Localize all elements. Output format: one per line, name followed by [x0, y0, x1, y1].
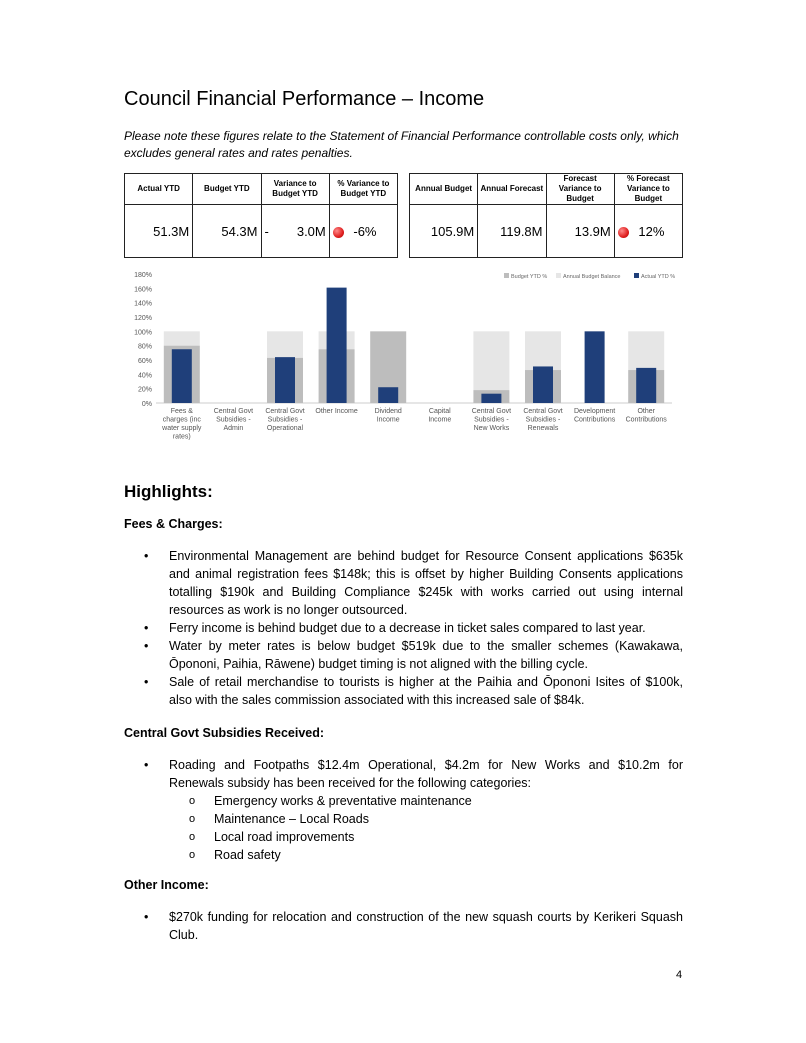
- x-category-label: rates): [172, 433, 191, 441]
- legend-label: Actual YTD %: [641, 274, 676, 280]
- header-annual-budget: Annual Budget: [410, 174, 478, 205]
- x-category-label: Subsidies -: [216, 416, 251, 424]
- y-tick-label: 40%: [137, 372, 152, 380]
- header-annual-forecast: Annual Forecast: [478, 174, 546, 205]
- sub-list-item: o Emergency works & preventative maintenance: [169, 792, 683, 810]
- x-category-label: Operational: [266, 425, 304, 432]
- x-category-label: Fees &: [170, 408, 193, 415]
- status-red-dot-icon: [333, 227, 344, 238]
- fees-charges-heading: Fees & Charges:: [124, 517, 223, 531]
- subsidy-categories-list: [169, 792, 683, 864]
- annual-forecast-value: 119.8M: [478, 205, 546, 258]
- fees-charges-list: [124, 547, 683, 709]
- x-category-label: Admin: [223, 425, 244, 432]
- annual-summary-table: [409, 173, 683, 258]
- y-tick-label: 0%: [141, 401, 152, 408]
- other-income-heading: Other Income:: [124, 878, 209, 892]
- variance-ytd-cell: [261, 205, 329, 258]
- variance-ytd-value: 3.0M: [296, 224, 326, 239]
- x-category-label: Income: [376, 416, 400, 424]
- sub-list-item: o Local road improvements: [169, 828, 683, 846]
- annual-budget-balance-bar: [628, 331, 664, 370]
- pct-variance-ytd-value: -6%: [353, 223, 377, 239]
- scope-note: Please note these figures relate to the Statement of Financial Performance controllable costs only, which excludes general rates and rates penalties.: [124, 129, 679, 160]
- govt-subsidies-text: Roading and Footpaths $12.4m Operational, $4.2m for New Works and $10.2m for Renewals subsidy has been received for the following categories:: [169, 758, 683, 790]
- x-category-label: Development: [573, 408, 616, 415]
- x-category-label: Subsidies -: [525, 416, 561, 424]
- y-tick-label: 160%: [134, 286, 152, 294]
- pct-variance-ytd-cell: [329, 205, 397, 258]
- actual-ytd-bar: [585, 331, 605, 403]
- pct-forecast-variance-cell: [614, 205, 682, 258]
- legend-label: Budget YTD %: [511, 274, 548, 280]
- page-number: 4: [676, 969, 683, 981]
- list-item: • Water by meter rates is below budget $519k due to the smaller schemes (Kawakawa, Ōpononi, Paihia, Rāwene) budget timing is not aligned with the billing cycle.: [124, 637, 683, 673]
- header-forecast-variance: Forecast Variance to Budget: [546, 174, 614, 205]
- budget-ytd-value: 54.3M: [193, 205, 261, 258]
- y-tick-label: 120%: [134, 315, 152, 322]
- y-tick-label: 140%: [134, 300, 152, 308]
- x-category-label: Subsidies -: [474, 416, 509, 424]
- header-actual-ytd: Actual YTD: [125, 174, 193, 205]
- x-category-label: Income: [428, 416, 452, 424]
- actual-ytd-value: 51.3M: [125, 205, 193, 258]
- actual-ytd-bar: [378, 387, 398, 403]
- y-tick-label: 60%: [137, 358, 152, 365]
- actual-ytd-bar: [172, 349, 192, 403]
- header-pct-variance-ytd: % Variance to Budget YTD: [329, 174, 397, 205]
- header-pct-forecast-variance: % Forecast Variance to Budget: [614, 174, 682, 205]
- x-category-label: Capital: [428, 408, 451, 415]
- sub-list-item: o Maintenance – Local Roads: [169, 810, 683, 828]
- x-category-label: Dividend: [374, 408, 402, 415]
- legend-swatch: [556, 273, 561, 278]
- page-title: Council Financial Performance – Income: [124, 88, 485, 110]
- actual-ytd-bar: [636, 368, 656, 403]
- highlights-heading: Highlights:: [124, 482, 213, 501]
- annual-budget-balance-bar: [473, 331, 509, 390]
- annual-budget-value: 105.9M: [410, 205, 478, 258]
- income-bar-chart: [124, 266, 684, 446]
- govt-subsidies-list: [124, 756, 683, 864]
- y-tick-label: 100%: [134, 329, 152, 337]
- annual-budget-balance-bar: [525, 331, 561, 370]
- other-income-list: [124, 908, 683, 944]
- y-tick-label: 80%: [137, 343, 152, 351]
- x-category-label: Subsidies -: [267, 416, 303, 424]
- actual-ytd-bar: [533, 366, 553, 403]
- pct-forecast-variance-value: 12%: [638, 223, 665, 239]
- list-item: • Environmental Management are behind budget for Resource Consent applications $635k and animal registration fees $148k; this is offset by higher Building Consents applications totalling $190k and Building Compliance $245k with works carried out using internal resources as work is no longer outsourced.: [124, 547, 683, 619]
- forecast-variance-value: 13.9M: [546, 205, 614, 258]
- list-item: • Sale of retail merchandise to tourists is higher at the Paihia and Ōpononi Isites of $100k, also with the sales commission associated with this increased sale of $84k.: [124, 673, 683, 709]
- x-category-label: Central Govt: [213, 408, 254, 415]
- actual-ytd-bar: [327, 288, 347, 403]
- x-category-label: New Works: [473, 425, 510, 432]
- x-category-label: Other Income: [315, 408, 358, 415]
- x-category-label: charges (inc: [162, 416, 201, 424]
- annual-budget-balance-bar: [267, 331, 303, 358]
- govt-subsidies-heading: Central Govt Subsidies Received:: [124, 726, 325, 740]
- x-category-label: Central Govt: [471, 408, 512, 415]
- legend-label: Annual Budget Balance: [563, 274, 621, 280]
- annual-budget-balance-bar: [164, 331, 200, 345]
- x-category-label: Renewals: [527, 425, 559, 432]
- legend-swatch: [504, 273, 509, 278]
- list-item: • $270k funding for relocation and construction of the new squash courts by Kerikeri Squash Club.: [124, 908, 683, 944]
- header-budget-ytd: Budget YTD: [193, 174, 261, 205]
- x-category-label: Central Govt: [265, 408, 305, 415]
- y-tick-label: 20%: [137, 386, 152, 394]
- actual-ytd-bar: [275, 357, 295, 403]
- actual-ytd-bar: [481, 394, 501, 403]
- ytd-summary-table: [124, 173, 398, 258]
- x-category-label: Contributions: [625, 416, 667, 424]
- sub-list-item: o Road safety: [169, 846, 683, 864]
- x-category-label: Contributions: [573, 416, 616, 424]
- status-red-dot-icon: [618, 227, 629, 238]
- x-category-label: Other: [637, 408, 655, 415]
- legend-swatch: [634, 273, 639, 278]
- variance-sign: -: [264, 223, 269, 239]
- header-variance-ytd: Variance to Budget YTD: [261, 174, 329, 205]
- y-tick-label: 180%: [134, 272, 152, 279]
- x-category-label: water supply: [162, 425, 202, 432]
- list-item: • Ferry income is behind budget due to a decrease in ticket sales compared to last year.: [124, 619, 683, 637]
- list-item: [124, 756, 683, 864]
- x-category-label: Central Govt: [523, 408, 563, 415]
